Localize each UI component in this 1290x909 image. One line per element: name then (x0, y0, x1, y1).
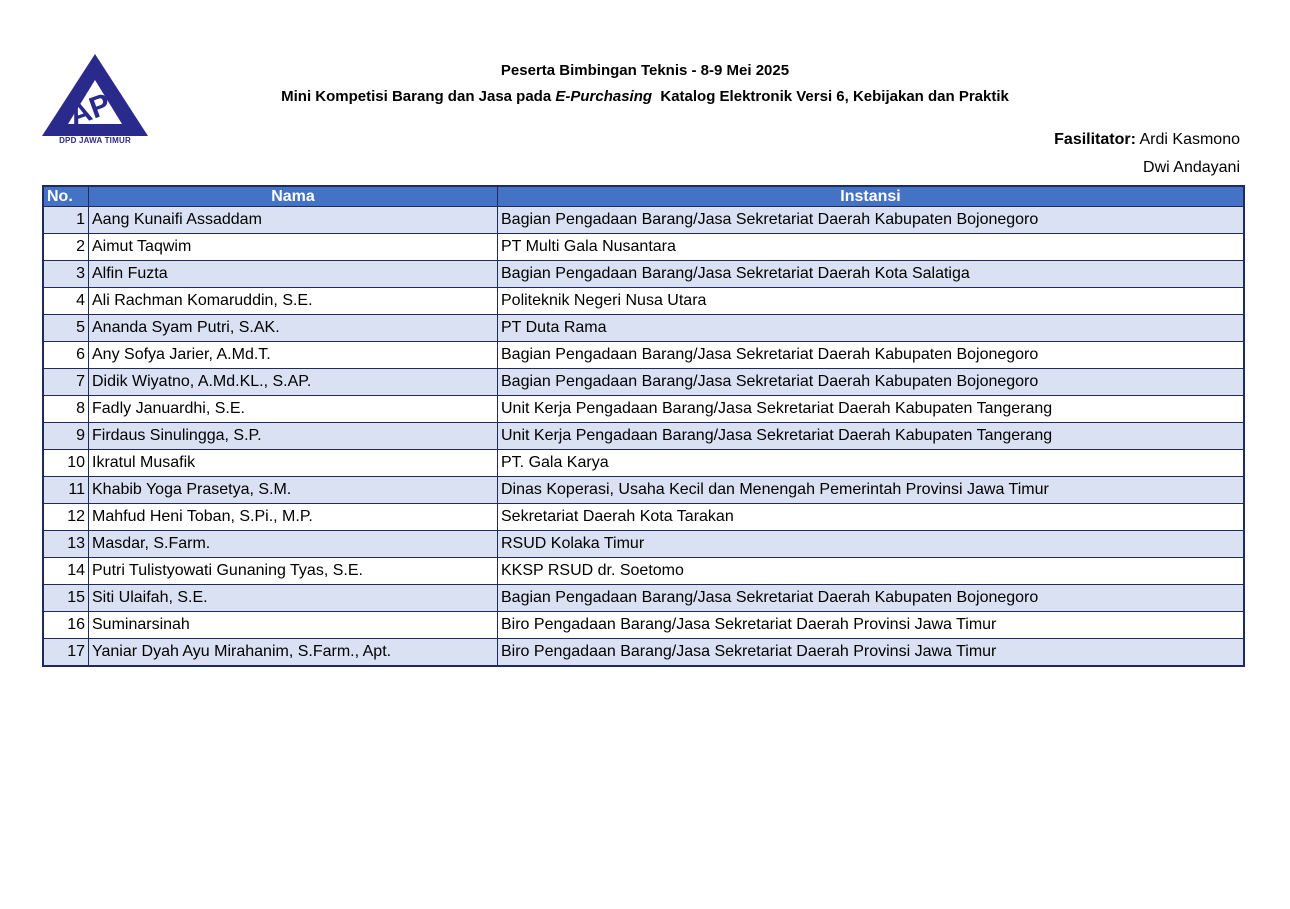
page-title: Peserta Bimbingan Teknis - 8-9 Mei 2025 (500, 62, 790, 79)
cell-nama: Fadly Januardhi, S.E. (89, 396, 498, 423)
table-row (43, 288, 1244, 315)
cell-nama: Any Sofya Jarier, A.Md.T. (89, 342, 498, 369)
subtitle-part-1: Mini Kompetisi Barang dan Jasa pada (281, 88, 556, 105)
table-row (43, 234, 1244, 261)
table-row (43, 396, 1244, 423)
cell-instansi: Biro Pengadaan Barang/Jasa Sekretariat Daerah Provinsi Jawa Timur (498, 612, 1245, 639)
table-row (43, 558, 1244, 585)
table-row (43, 531, 1244, 558)
facilitator-label: Fasilitator: (1054, 131, 1136, 148)
cell-nama: Khabib Yoga Prasetya, S.M. (89, 477, 498, 504)
logo-caption: DPD JAWA TIMUR (59, 136, 131, 145)
cell-no: 2 (43, 234, 89, 261)
cell-instansi: PT Duta Rama (498, 315, 1245, 342)
cell-nama: Masdar, S.Farm. (89, 531, 498, 558)
cell-no: 14 (43, 558, 89, 585)
page-subtitle (0, 88, 1290, 105)
table-row (43, 423, 1244, 450)
cell-instansi: Unit Kerja Pengadaan Barang/Jasa Sekretariat Daerah Kabupaten Tangerang (498, 423, 1245, 450)
cell-nama: Ananda Syam Putri, S.AK. (89, 315, 498, 342)
participant-table (42, 185, 1245, 667)
cell-nama: Alfin Fuzta (89, 261, 498, 288)
facilitator-name-2: Dwi Andayani (1143, 159, 1240, 176)
cell-nama: Aang Kunaifi Assaddam (89, 207, 498, 234)
facilitator-line-1 (1054, 126, 1240, 154)
cell-instansi: PT. Gala Karya (498, 450, 1245, 477)
cell-nama: Aimut Taqwim (89, 234, 498, 261)
cell-no: 3 (43, 261, 89, 288)
cell-no: 16 (43, 612, 89, 639)
cell-instansi: Unit Kerja Pengadaan Barang/Jasa Sekretariat Daerah Kabupaten Tangerang (498, 396, 1245, 423)
table-header-row (43, 186, 1244, 207)
subtitle-part-2: Katalog Elektronik Versi 6, Kebijakan dan Praktik (652, 88, 1009, 105)
cell-nama: Yaniar Dyah Ayu Mirahanim, S.Farm., Apt. (89, 639, 498, 667)
cell-no: 6 (43, 342, 89, 369)
cell-instansi: Dinas Koperasi, Usaha Kecil dan Menengah Pemerintah Provinsi Jawa Timur (498, 477, 1245, 504)
cell-no: 4 (43, 288, 89, 315)
svg-text:API: API (64, 84, 123, 133)
cell-nama: Didik Wiyatno, A.Md.KL., S.AP. (89, 369, 498, 396)
header-instansi: Instansi (498, 186, 1245, 207)
cell-instansi: Bagian Pengadaan Barang/Jasa Sekretariat Daerah Kabupaten Bojonegoro (498, 585, 1245, 612)
table-row (43, 450, 1244, 477)
table-row (43, 342, 1244, 369)
cell-instansi: KKSP RSUD dr. Soetomo (498, 558, 1245, 585)
table-row (43, 315, 1244, 342)
cell-instansi: Bagian Pengadaan Barang/Jasa Sekretariat Daerah Kota Salatiga (498, 261, 1245, 288)
cell-nama: Putri Tulistyowati Gunaning Tyas, S.E. (89, 558, 498, 585)
table-row (43, 585, 1244, 612)
table-row (43, 639, 1244, 667)
table-row (43, 207, 1244, 234)
cell-nama: Ali Rachman Komaruddin, S.E. (89, 288, 498, 315)
cell-instansi: Sekretariat Daerah Kota Tarakan (498, 504, 1245, 531)
header-no: No. (43, 186, 89, 207)
cell-no: 17 (43, 639, 89, 667)
cell-instansi: Politeknik Negeri Nusa Utara (498, 288, 1245, 315)
cell-nama: Ikratul Musafik (89, 450, 498, 477)
table-row (43, 612, 1244, 639)
facilitator-block (1054, 126, 1240, 182)
cell-no: 7 (43, 369, 89, 396)
cell-instansi: Bagian Pengadaan Barang/Jasa Sekretariat Daerah Kabupaten Bojonegoro (498, 207, 1245, 234)
cell-no: 13 (43, 531, 89, 558)
cell-nama: Suminarsinah (89, 612, 498, 639)
table-row (43, 369, 1244, 396)
cell-no: 15 (43, 585, 89, 612)
cell-no: 9 (43, 423, 89, 450)
subtitle-italic: E-Purchasing (555, 88, 653, 105)
table-row (43, 477, 1244, 504)
cell-nama: Mahfud Heni Toban, S.Pi., M.P. (89, 504, 498, 531)
cell-no: 12 (43, 504, 89, 531)
cell-no: 1 (43, 207, 89, 234)
cell-instansi: PT Multi Gala Nusantara (498, 234, 1245, 261)
cell-no: 8 (43, 396, 89, 423)
cell-no: 10 (43, 450, 89, 477)
header-nama: Nama (89, 186, 498, 207)
cell-no: 5 (43, 315, 89, 342)
table-row (43, 504, 1244, 531)
facilitator-name-1: Ardi Kasmono (1139, 131, 1240, 148)
table-row (43, 261, 1244, 288)
cell-instansi: Bagian Pengadaan Barang/Jasa Sekretariat Daerah Kabupaten Bojonegoro (498, 369, 1245, 396)
cell-instansi: Biro Pengadaan Barang/Jasa Sekretariat Daerah Provinsi Jawa Timur (498, 639, 1245, 667)
cell-nama: Siti Ulaifah, S.E. (89, 585, 498, 612)
cell-no: 11 (43, 477, 89, 504)
cell-instansi: Bagian Pengadaan Barang/Jasa Sekretariat Daerah Kabupaten Bojonegoro (498, 342, 1245, 369)
cell-instansi: RSUD Kolaka Timur (498, 531, 1245, 558)
cell-nama: Firdaus Sinulingga, S.P. (89, 423, 498, 450)
